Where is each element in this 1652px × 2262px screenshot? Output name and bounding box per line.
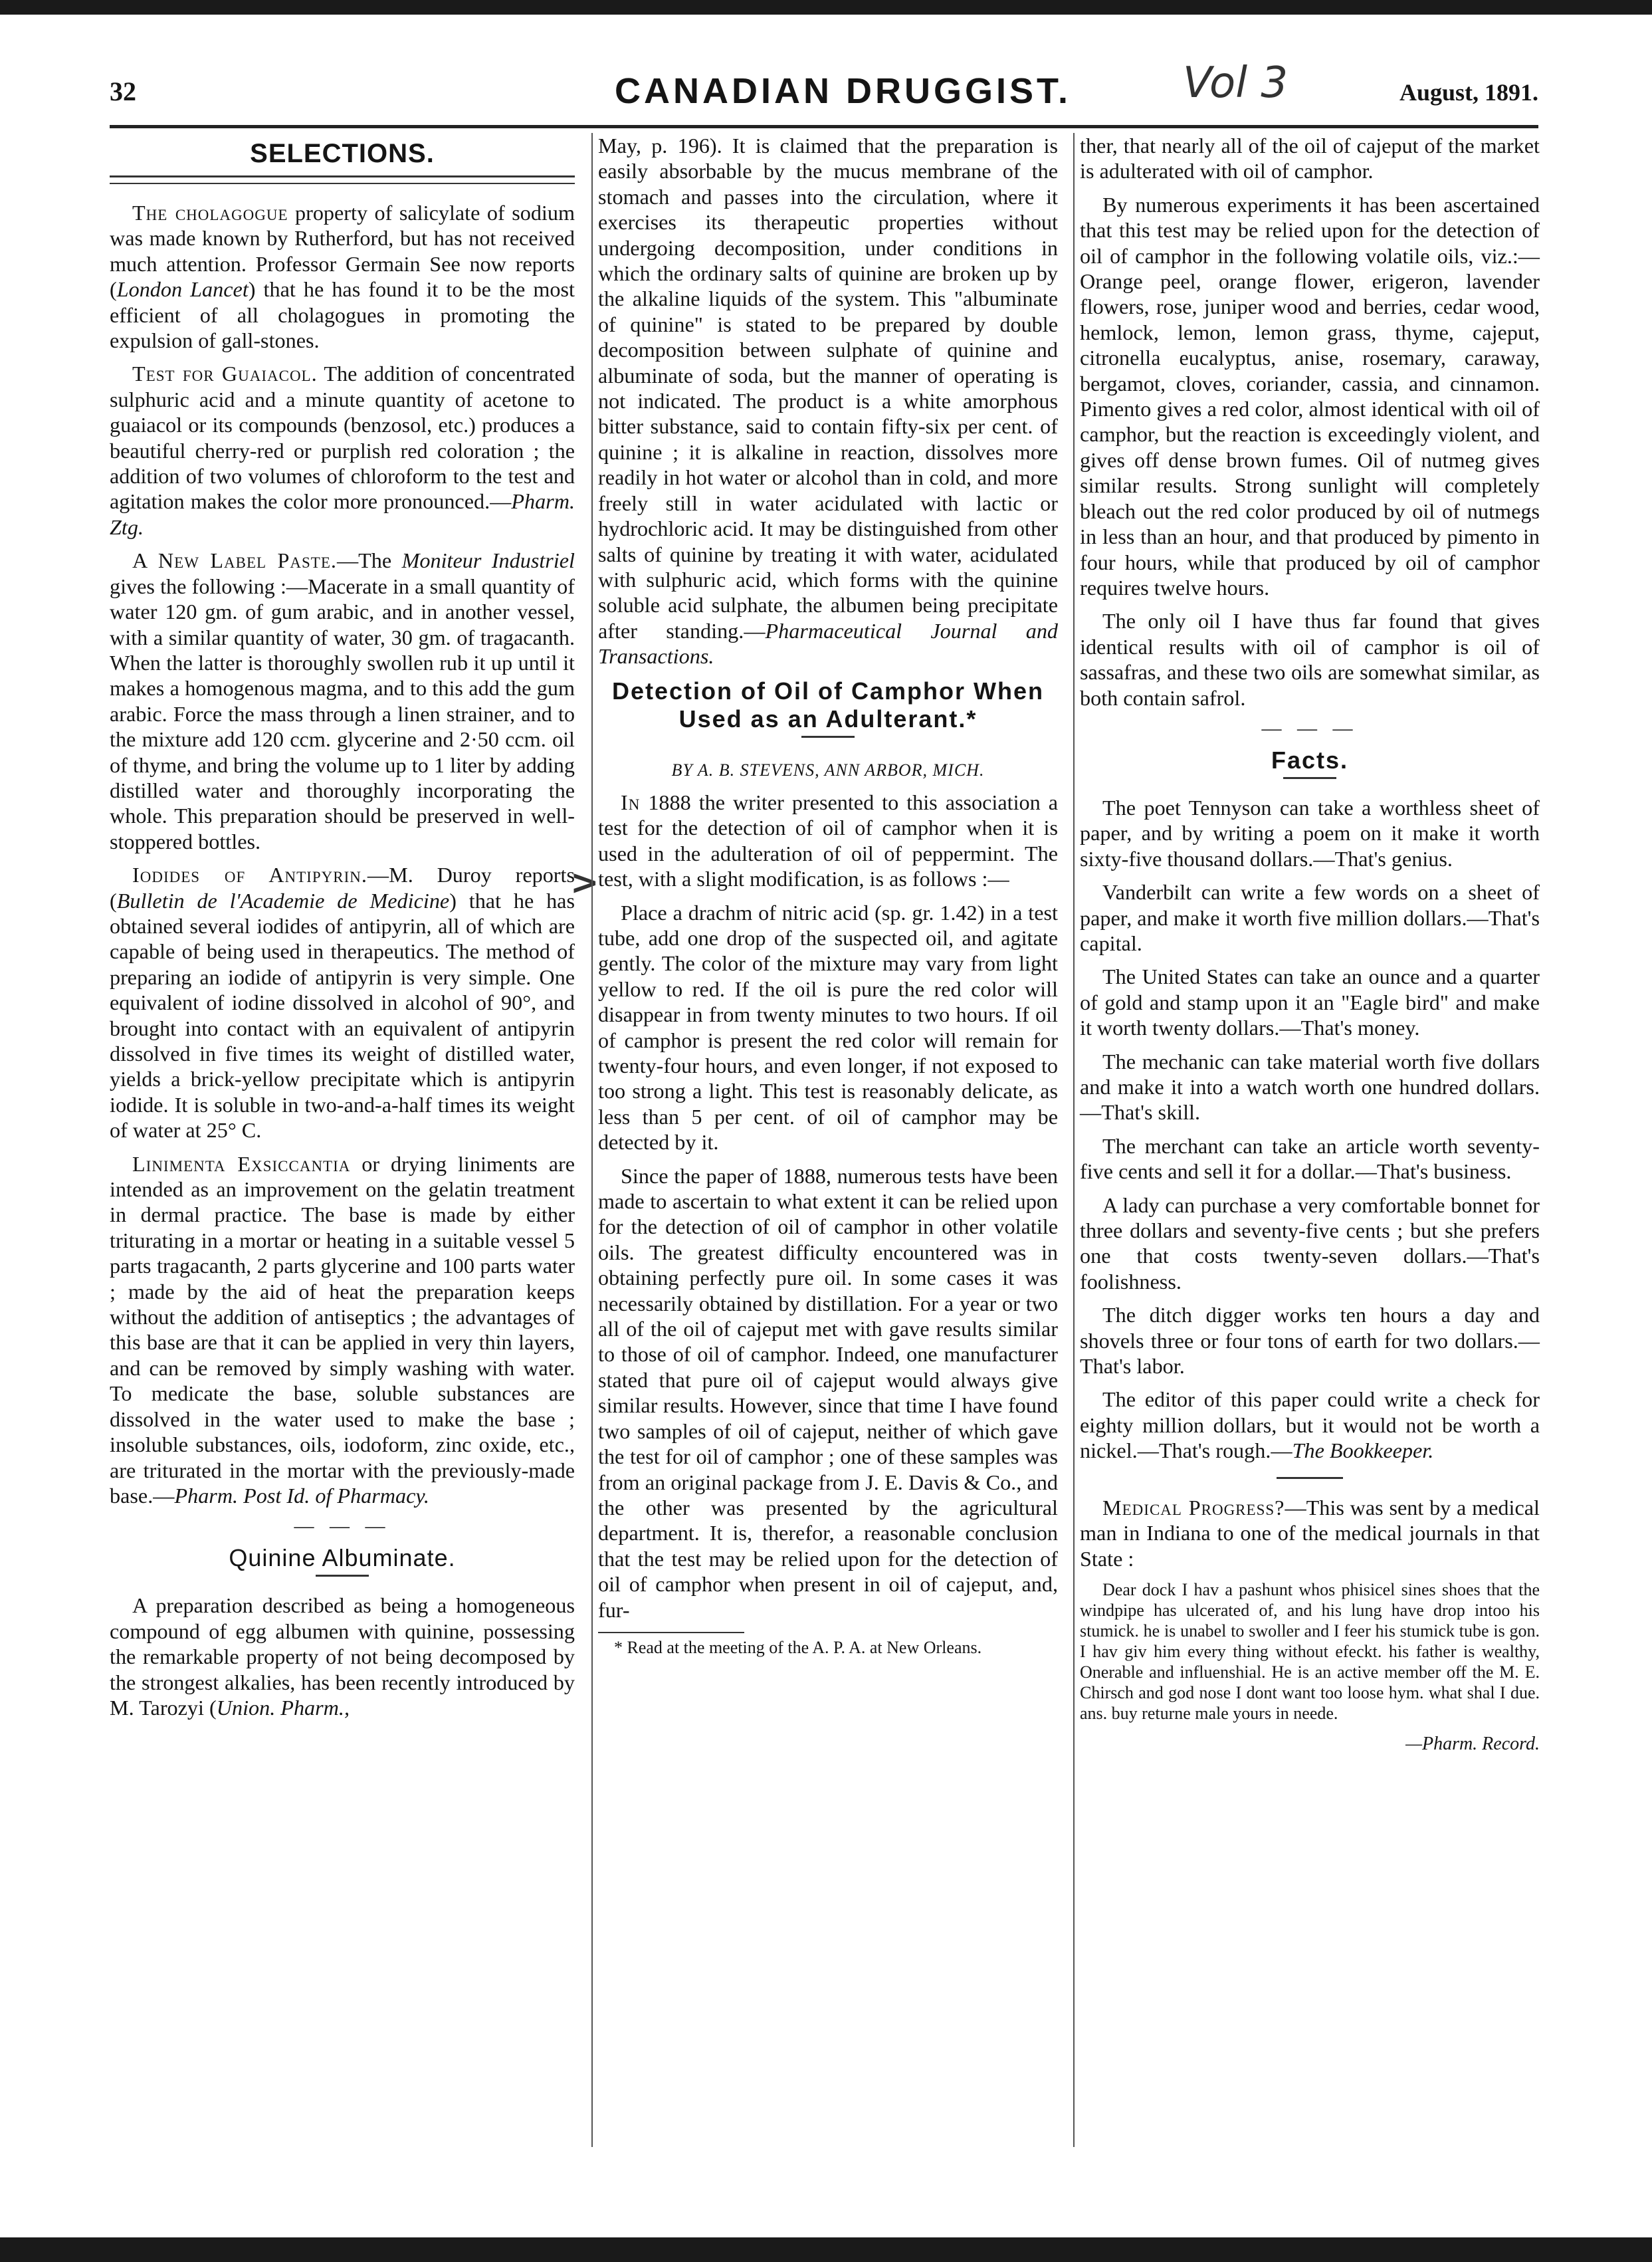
fact-item: Vanderbilt can write a few words on a sheet of paper, and make it worth five million dollars.—That's capital. (1080, 880, 1540, 955)
fact-item: The ditch digger works ten hours a day and shovels three or four tons of earth for two dollars.—That's labor. (1080, 1303, 1540, 1379)
separator-dashes: — — — (1261, 717, 1358, 739)
short-rule (316, 1575, 369, 1577)
article-byline: BY A. B. STEVENS, ANN ARBOR, MICH. (671, 760, 985, 780)
short-rule (1277, 1477, 1343, 1479)
paragraph-quinine-albuminate: A preparation described as being a homogeneous compound of egg albumen with quinine, possessing the remarkable property of not being decomposed by the strongest alkalies, has been recently introduced by M. Tarozyi (Union. Pharm., (110, 1593, 575, 1720)
paragraph-linimenta: Linimenta Exsiccantia or drying liniments are intended as an improvement on the gelatin treatment in dermal practice. The base is made by either triturating in a mortar or heating in a suitable vessel 5 parts tragacanth, 2 parts glycerine and 100 parts water ; made by the aid of heat the preparation keeps without the addition of antiseptics ; the advantages of this base are that it can be applied in very thin layers, and can be removed by simply washing with water. To medicate the base, soluble substances are dissolved in the water used to make the base ; insoluble substances, oils, iodoform, zinc oxide, etc., are triturated in the mortar with the previously-made base.—Pharm. Post Id. of Pharmacy. (110, 1151, 575, 1508)
fact-item-last: The editor of this paper could write a check for eighty million dollars, but it would not be worth a nickel.—That's rough.—The Bookkeeper. (1080, 1387, 1540, 1463)
handwritten-volume-note: Vol 3 (1183, 58, 1289, 108)
fact-item: A lady can purchase a very comfortable bonnet for three dollars and seventy-five cents ; but she prefers one that costs twenty-seven dollars.—That's foolishness. (1080, 1192, 1540, 1294)
paragraph-cajeput-continued: ther, that nearly all of the oil of cajeput of the market is adulterated with oil of camphor. (1080, 134, 1540, 183)
footnote-rule (598, 1632, 744, 1633)
section-heading-facts: Facts. (1271, 746, 1349, 774)
paragraph-medical-progress: Medical Progress?—This was sent by a medical man in Indiana to one of the medical journals in that State : (1080, 1495, 1540, 1571)
scan-top-border (0, 0, 1652, 15)
page-number: 32 (110, 76, 136, 106)
paragraph-label-paste: A New Label Paste.—The Moniteur Industriel gives the following :—Macerate in a small quantity of water 120 gm. of gum arabic, and in another vessel, with a similar quantity of water, 30 gm. of tragacanth. When the latter is thoroughly swollen rub it up until it makes a homogenous magma, and to this add the gum arabic. Force the mass through a linen strainer, and to the mixture add 120 ccm. glycerine and 2·50 ccm. oil of thyme, and bring the volume up to 1 liter by adding distilled water and thoroughly incorporating the whole. This preparation should be preserved in well-stoppered bottles. (110, 548, 575, 853)
page-header (110, 58, 1538, 120)
short-rule (801, 736, 855, 738)
paragraph-sassafras: The only oil I have thus far found that gives identical results with oil of camphor is oil of sassafras, and these two oils are somewhat similar, as both contain safrol. (1080, 609, 1540, 710)
header-rule (110, 125, 1538, 128)
paragraph-further-tests: Since the paper of 1888, numerous tests have been made to ascertain to what extent it can be relied upon for the detection of oil of camphor in other volatile oils. The greatest difficulty encountered was in obtaining perfectly pure oil. In some cases it was necessarily obtained by distillation. For a year or two all of the oil of cajeput met with gave results similar to those of oil of camphor. Indeed, one manufacturer stated that pure oil of cajeput would always give similar results. However, since that time I have found two samples of oil of cajeput, neither of which gave the test for oil of camphor ; one of these samples was from an original package from J. E. Davis & Co., and the other was presented by the agricultural department. It is, therefor, a reasonable conclusion that the test may be relied upon for the detection of oil of camphor when present in oil of cajeput, and, fur- (598, 1163, 1058, 1622)
separator-dashes: — — — (294, 1515, 391, 1537)
column-3 (1073, 133, 1540, 2147)
paragraph-guaiacol: Test for Guaiacol. The addition of concentrated sulphuric acid and a minute quantity of acetone to guaiacol or its compounds (benzosol, etc.) produces a beautiful cherry-red or purplish red coloration ; the addition of two volumes of chloroform to the test and agitation makes the color more pronounced.—Pharm. Ztg. (110, 362, 575, 539)
margin-mark: > (570, 863, 599, 903)
footnote: * Read at the meeting of the A. P. A. at New Orleans. (614, 1637, 982, 1657)
double-rule (110, 175, 575, 184)
masthead-title: CANADIAN DRUGGIST. (615, 71, 1072, 111)
fact-item: The United States can take an ounce and a quarter of gold and stamp upon it an "Eagle bird" and make it worth twenty dollars.—That's money. (1080, 964, 1540, 1040)
letter-source: —Pharm. Record. (1405, 1733, 1540, 1754)
article-heading-camphor: Detection of Oil of Camphor When Used as an Adulterant.* (612, 677, 1044, 733)
paragraph-test-method: Place a drachm of nitric acid (sp. gr. 1.42) in a test tube, add one drop of the suspected oil, and agitate gently. The color of the mixture may vary from light yellow to red. If the oil is pure the red color will disappear in from twenty minutes to two hours. If oil of camphor is present the red color will remain for twenty-four hours, and even longer, if not exposed to too strong a light. This test is reasonably delicate, as less than 5 per cent. of oil of camphor may be detected by it. (598, 900, 1058, 1155)
short-rule (1283, 777, 1336, 779)
column-1 (110, 133, 575, 1728)
fact-item: The mechanic can take material worth five dollars and make it into a watch worth one hundred dollars.—That's skill. (1080, 1049, 1540, 1125)
paragraph-cholagogue: The cholagogue property of salicylate of sodium was made known by Rutherford, but has not received much attention. Professor Germain See now reports (London Lancet) that he has found it to be the most efficient of all cholagogues in promoting the expulsion of gall-stones. (110, 201, 575, 353)
fact-item: The poet Tennyson can take a worthless sheet of paper, and by writing a poem on it make it worth sixty-five thousand dollars.—That's genius. (1080, 795, 1540, 871)
fact-item: The merchant can take an article worth seventy-five cents and sell it for a dollar.—That's business. (1080, 1133, 1540, 1184)
issue-date: August, 1891. (1399, 79, 1538, 106)
paragraph-quinine-continued: May, p. 196). It is claimed that the preparation is easily absorbable by the mucus membrane of the stomach and passes into the circulation, where it exercises its therapeutic properties without undergoing decomposition, under conditions in which the ordinary salts of quinine are broken up by the alkaline liquids of the system. This "albuminate of quinine" is stated to be prepared by double decomposition between sulphate of quinine and albuminate of soda, but the manner of operating is not indicated. The product is a white amorphous bitter substance, said to contain fifty-six per cent. of quinine ; it is alkaline in reaction, dissolves more readily in hot water or alcohol than in cold, and more freely still in water acidulated with lactic or hydrochloric acid. It may be distinguished from other salts of quinine by treating it with water, acidulated with sulphuric acid, which forms with the quinine soluble acid sulphate, the albumen being precipitate after standing.—Pharmaceutical Journal and Transactions. (598, 134, 1059, 669)
letter-text: Dear dock I hav a pashunt whos phisicel sines shoes that the windpipe has ulcerated of, and his lung have drop intoo his stumick. he is unabel to swoller and I feer his stumick tube is gon. I hav giv him every thing without efeckt. his father is wealthy, Onerable and influenshial. He is an active member off the M. E. Chirsch and god nose I dont want too loose hym. what shal I due. ans. buy returne male yours in neede. (1080, 1579, 1540, 1723)
scan-bottom-border (0, 2237, 1652, 2262)
section-heading-selections: SELECTIONS. (250, 139, 435, 168)
column-2 (591, 133, 1058, 2147)
subheading-quinine-albuminate: Quinine Albuminate. (229, 1544, 456, 1572)
paragraph-intro: In 1888 the writer presented to this association a test for the detection of oil of camphor when it is used in the adulteration of oil of peppermint. The test, with a slight modification, is as follows :— (598, 790, 1058, 891)
paragraph-iodides: Iodides of Antipyrin.—M. Duroy reports (Bulletin de l'Academie de Medicine) that he has obtained several iodides of antipyrin, all of which are capable of being used in therapeutics. The method of preparing an iodide of antipyrin is very simple. One equivalent of iodine dissolved in alcohol of 90°, and brought into contact with an equivalent of antipyrin dissolved in five times its weight of distilled water, yields a brick-yellow precipitate which is antipyrin iodide. It is soluble in two-and-a-half times its weight of water at 25° C. (110, 863, 575, 1143)
paragraph-volatile-oils: By numerous experiments it has been ascertained that this test may be relied upon for the detection of oil of camphor in the following volatile oils, viz.:—Orange peel, orange flower, erigeron, lavender flowers, rose, juniper wood and berries, cedar wood, hemlock, lemon, lemon grass, thyme, cajeput, citronella eucalyptus, anise, rosemary, caraway, bergamot, cloves, coriander, cassia, and cinnamon. Pimento gives a red color, almost identical with oil of camphor, but the reaction is exceedingly violent, and gives off dense brown fumes. Oil of nutmeg gives similar results. Strong sunlight will completely bleach out the red color produced by oil of nutmegs in less than an hour, and that produced by pimento in four hours, while that produced by oil of camphor requires twelve hours. (1080, 192, 1540, 600)
